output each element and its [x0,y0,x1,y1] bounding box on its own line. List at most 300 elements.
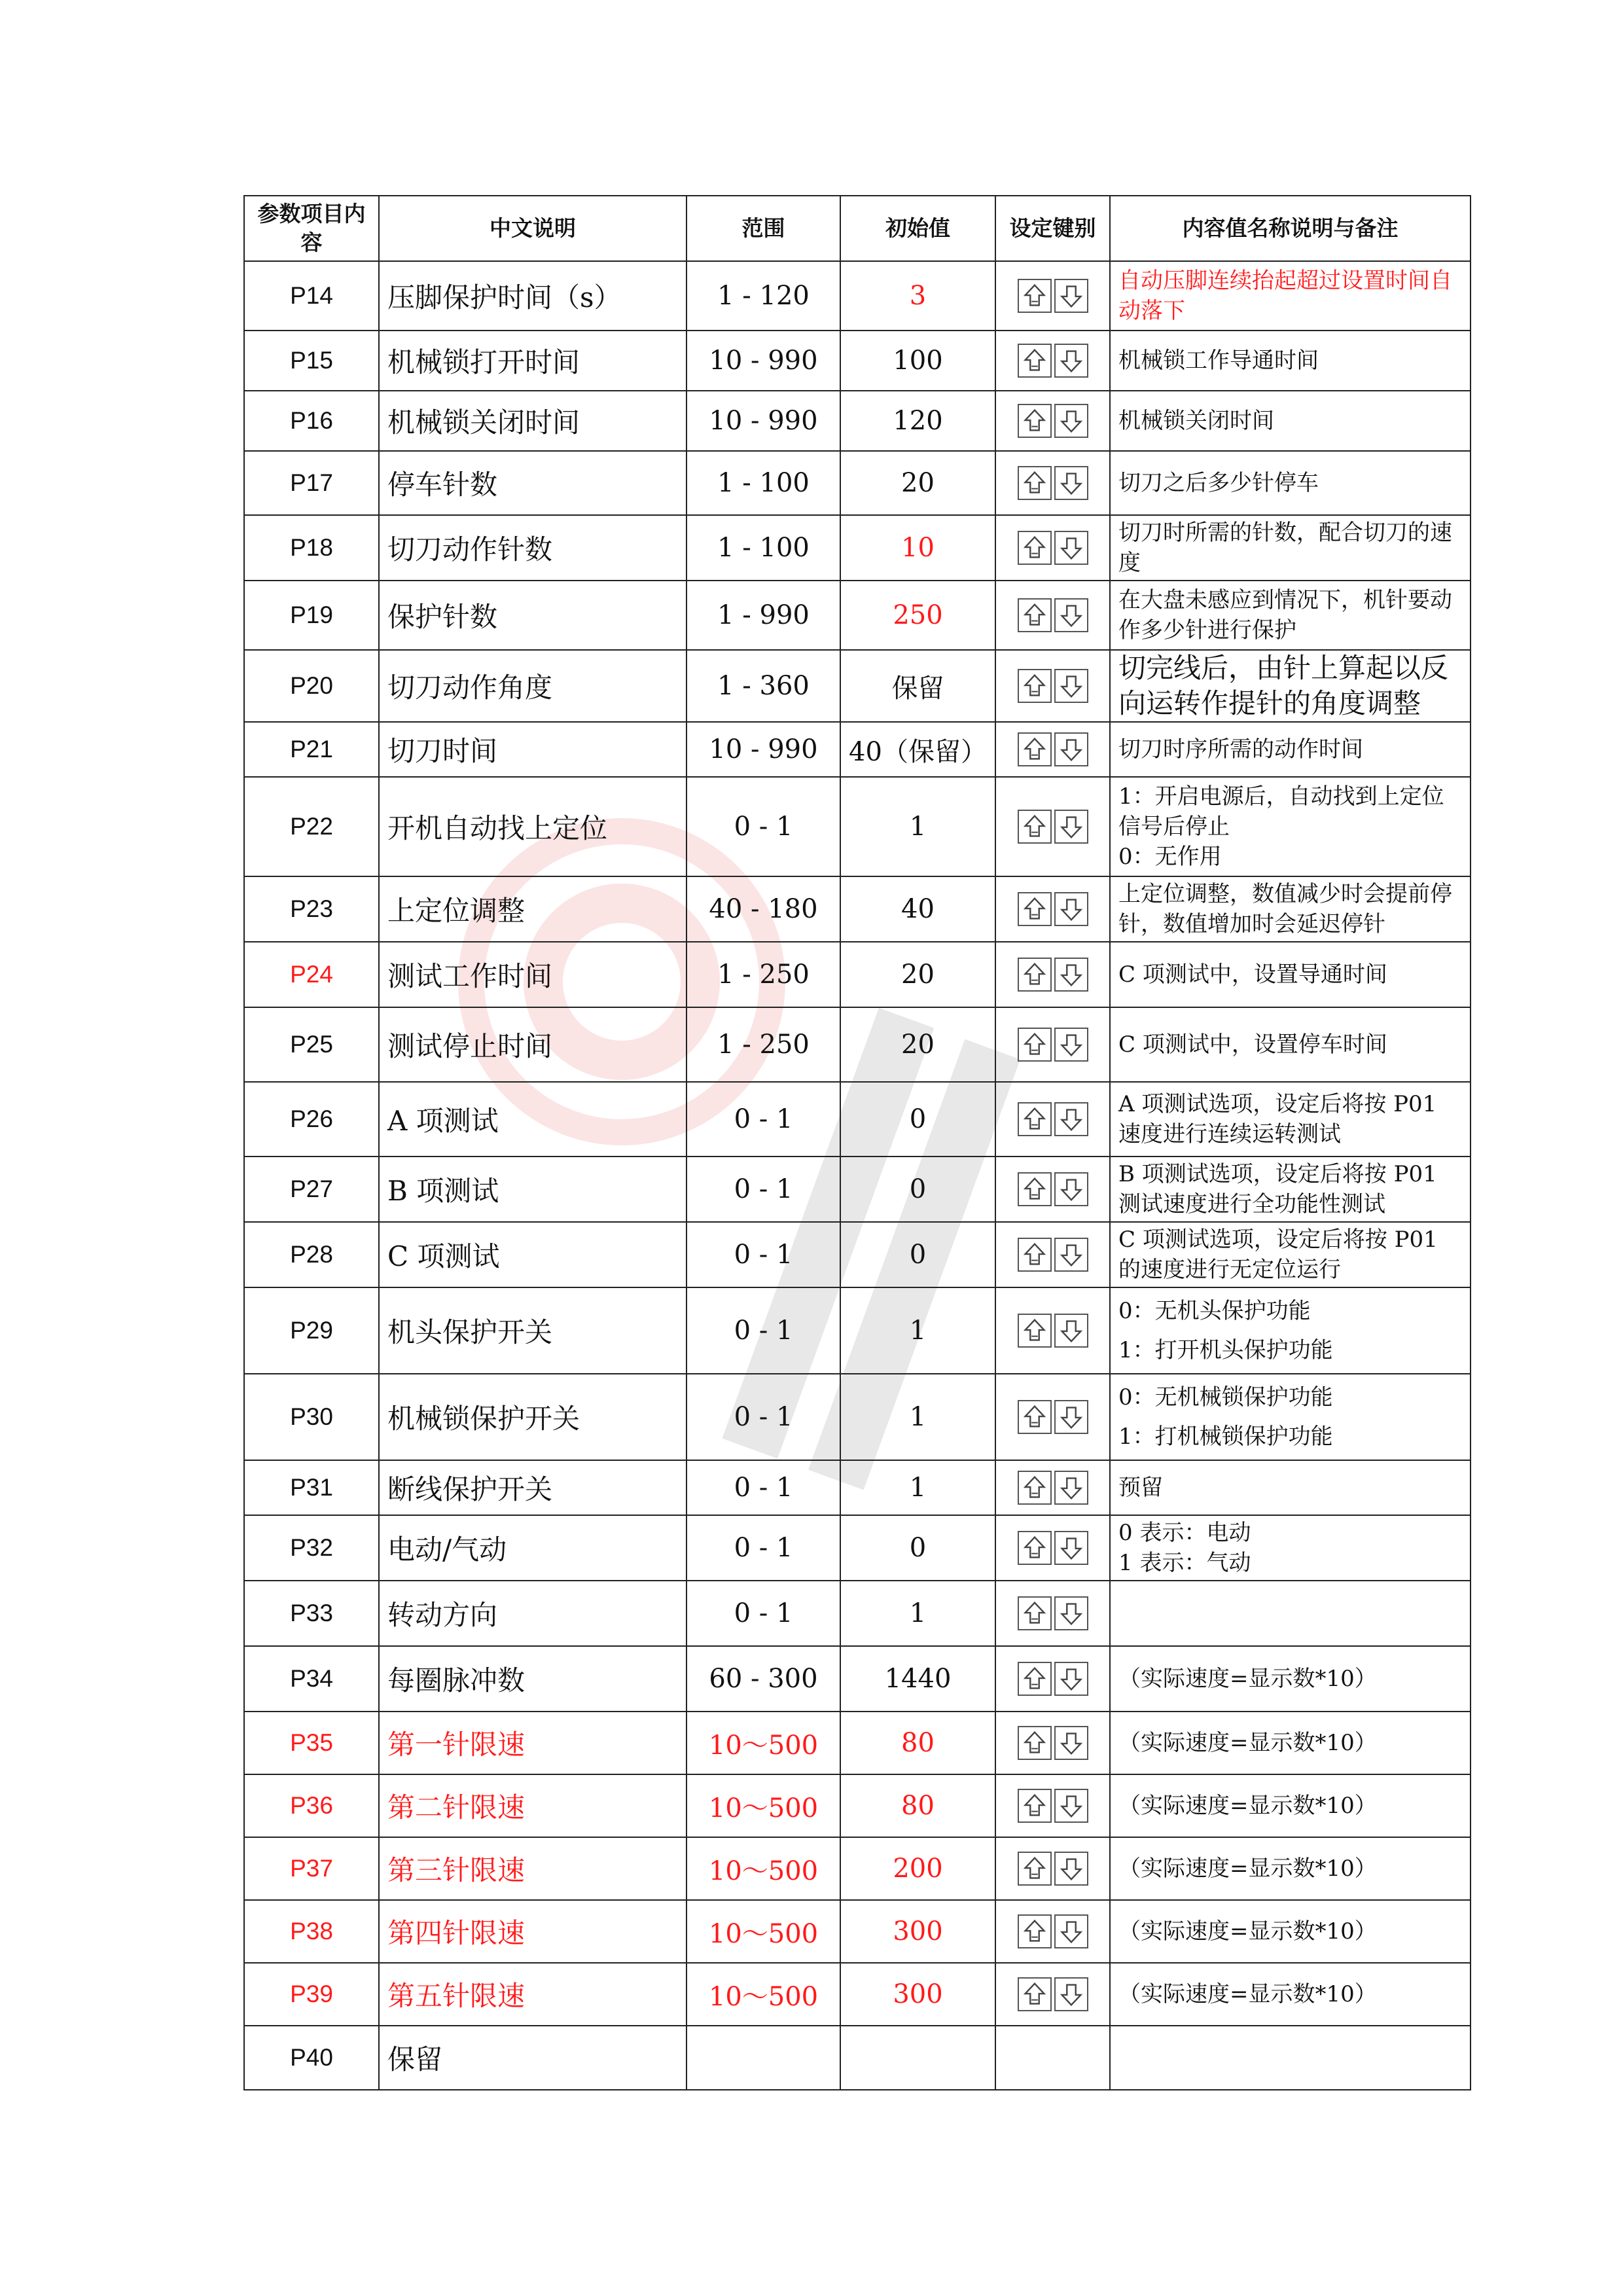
setting-keys [995,451,1110,515]
setting-keys [995,1646,1110,1712]
table-row [244,1963,1471,2026]
param-description: 切刀动作针数 [379,515,687,581]
key-pair [1018,892,1088,926]
up-arrow-key-icon [1018,1172,1052,1206]
param-range: 1 - 250 [687,1007,840,1082]
param-description: 测试停止时间 [379,1007,687,1082]
param-description: 压脚保护时间（s） [379,261,687,331]
table-row [244,1222,1471,1287]
note-line: （实际速度=显示数*10） [1118,1918,1377,1945]
param-initial-value: 300 [840,1900,995,1963]
param-description: 第五针限速 [379,1963,687,2026]
param-code: P30 [244,1374,379,1460]
table-row [244,876,1471,942]
param-code: P16 [244,391,379,451]
param-code: P25 [244,1007,379,1082]
table-row [244,1837,1471,1900]
note-line: C 项测试中，设置停车时间 [1118,1031,1387,1058]
param-range: 0 - 1 [687,1374,840,1460]
setting-keys [995,722,1110,777]
param-range: 10～500 [687,1963,840,2026]
down-arrow-key-icon [1054,1314,1088,1348]
param-range: 1 - 990 [687,581,840,650]
param-initial-value [840,2026,995,2090]
note-line: （实际速度=显示数*10） [1118,1793,1377,1819]
table-row [244,942,1471,1007]
key-pair [1018,810,1088,844]
param-description: 停车针数 [379,451,687,515]
param-initial-value: 1440 [840,1646,995,1712]
setting-keys [995,777,1110,876]
header-init: 初始值 [840,196,995,261]
param-initial-value: 0 [840,1082,995,1157]
note-line: 上定位调整，数值减少时会提前停针，数值增加时会延迟停针 [1118,881,1452,937]
up-arrow-key-icon [1018,1662,1052,1696]
param-description: A 项测试 [379,1082,687,1157]
up-arrow-key-icon [1018,732,1052,766]
down-arrow-key-icon [1054,1852,1088,1886]
param-note [1110,1837,1471,1900]
up-arrow-key-icon [1018,810,1052,844]
table-row [244,1515,1471,1581]
setting-keys [995,650,1110,722]
header-row [244,196,1471,261]
setting-keys [995,1007,1110,1082]
param-note [1110,942,1471,1007]
down-arrow-key-icon [1054,466,1088,500]
table-row [244,581,1471,650]
setting-keys [995,2026,1110,2090]
key-pair [1018,344,1088,378]
up-arrow-key-icon [1018,1726,1052,1760]
up-arrow-key-icon [1018,344,1052,378]
setting-keys [995,1963,1110,2026]
param-description: 测试工作时间 [379,942,687,1007]
up-arrow-key-icon [1018,279,1052,313]
note-line: C 项测试中，设置导通时间 [1118,961,1387,988]
up-arrow-key-icon [1018,1471,1052,1505]
param-initial-value: 20 [840,1007,995,1082]
param-code: P32 [244,1515,379,1581]
param-range: 0 - 1 [687,1287,840,1374]
param-note [1110,451,1471,515]
table-row [244,1287,1471,1374]
param-note [1110,1157,1471,1222]
key-pair [1018,1172,1088,1206]
down-arrow-key-icon [1054,1028,1088,1062]
table-row [244,1774,1471,1837]
up-arrow-key-icon [1018,531,1052,565]
param-range: 0 - 1 [687,1515,840,1581]
param-description: 机头保护开关 [379,1287,687,1374]
param-range: 40 - 180 [687,876,840,942]
param-code: P33 [244,1581,379,1646]
down-arrow-key-icon [1054,1977,1088,2011]
key-pair [1018,732,1088,766]
param-description: 第三针限速 [379,1837,687,1900]
header-note: 内容值名称说明与备注 [1110,196,1471,261]
param-note [1110,876,1471,942]
key-pair [1018,1852,1088,1886]
param-initial-value: 120 [840,391,995,451]
note-line-2: 0：无作用 [1118,844,1222,870]
note-line-2: 1：打开机头保护功能 [1118,1337,1333,1363]
param-code: P40 [244,2026,379,2090]
up-arrow-key-icon [1018,892,1052,926]
param-note [1110,581,1471,650]
param-initial-value: 200 [840,1837,995,1900]
param-code: P34 [244,1646,379,1712]
table-row [244,1712,1471,1774]
down-arrow-key-icon [1054,1789,1088,1823]
down-arrow-key-icon [1054,1531,1088,1565]
param-description: 第四针限速 [379,1900,687,1963]
table-row [244,1581,1471,1646]
table-row [244,777,1471,876]
param-description: B 项测试 [379,1157,687,1222]
key-pair [1018,1789,1088,1823]
param-initial-value: 1 [840,1374,995,1460]
down-arrow-key-icon [1054,810,1088,844]
param-note [1110,2026,1471,2090]
setting-keys [995,391,1110,451]
param-initial-value: 80 [840,1774,995,1837]
param-note [1110,331,1471,391]
down-arrow-key-icon [1054,1471,1088,1505]
up-arrow-key-icon [1018,1028,1052,1062]
param-initial-value: 20 [840,942,995,1007]
down-arrow-key-icon [1054,279,1088,313]
setting-keys [995,1287,1110,1374]
down-arrow-key-icon [1054,1400,1088,1434]
param-description: 转动方向 [379,1581,687,1646]
param-note [1110,1646,1471,1712]
key-pair [1018,1471,1088,1505]
param-initial-value: 300 [840,1963,995,2026]
table-row [244,722,1471,777]
note-line: （实际速度=显示数*10） [1118,1856,1377,1882]
note-line: 0：无机头保护功能 [1118,1298,1311,1324]
down-arrow-key-icon [1054,1102,1088,1136]
table-row [244,515,1471,581]
up-arrow-key-icon [1018,669,1052,703]
param-note [1110,1374,1471,1460]
key-pair [1018,404,1088,438]
up-arrow-key-icon [1018,1914,1052,1948]
param-range: 10～500 [687,1774,840,1837]
setting-keys [995,1837,1110,1900]
setting-keys [995,331,1110,391]
up-arrow-key-icon [1018,1314,1052,1348]
setting-keys [995,581,1110,650]
param-initial-value: 1 [840,1287,995,1374]
down-arrow-key-icon [1054,1914,1088,1948]
param-note [1110,1222,1471,1287]
param-description: 切刀时间 [379,722,687,777]
param-range: 1 - 120 [687,261,840,331]
param-initial-value: 100 [840,331,995,391]
note-line: 自动压脚连续抬起超过设置时间自动落下 [1118,268,1452,324]
down-arrow-key-icon [1054,404,1088,438]
param-code: P35 [244,1712,379,1774]
setting-keys [995,1774,1110,1837]
param-range: 10 - 990 [687,391,840,451]
param-range: 10 - 990 [687,722,840,777]
param-range: 0 - 1 [687,1581,840,1646]
key-pair [1018,598,1088,632]
param-initial-value: 保留 [840,650,995,722]
up-arrow-key-icon [1018,1596,1052,1630]
param-note [1110,1774,1471,1837]
setting-keys [995,1515,1110,1581]
setting-keys [995,1157,1110,1222]
up-arrow-key-icon [1018,1852,1052,1886]
down-arrow-key-icon [1054,732,1088,766]
note-line: 1：开启电源后，自动找到上定位信号后停止 [1118,783,1444,840]
param-code: P28 [244,1222,379,1287]
up-arrow-key-icon [1018,1400,1052,1434]
header-code: 参数项目内容 [244,196,379,261]
header-range: 范围 [687,196,840,261]
param-range: 10 - 990 [687,331,840,391]
table-row [244,261,1471,331]
param-description: 保留 [379,2026,687,2090]
setting-keys [995,1082,1110,1157]
key-pair [1018,466,1088,500]
param-initial-value: 1 [840,1581,995,1646]
param-range: 0 - 1 [687,777,840,876]
param-code: P37 [244,1837,379,1900]
param-code: P20 [244,650,379,722]
param-initial-value: 40（保留） [840,722,995,777]
param-note [1110,1963,1471,2026]
setting-keys [995,1374,1110,1460]
setting-keys [995,515,1110,581]
param-note [1110,1581,1471,1646]
key-pair [1018,1028,1088,1062]
setting-keys [995,942,1110,1007]
key-pair [1018,1726,1088,1760]
param-note [1110,1460,1471,1515]
down-arrow-key-icon [1054,1238,1088,1272]
param-code: P29 [244,1287,379,1374]
param-description: 第二针限速 [379,1774,687,1837]
param-code: P38 [244,1900,379,1963]
key-pair [1018,669,1088,703]
table-row [244,391,1471,451]
down-arrow-key-icon [1054,598,1088,632]
setting-keys [995,261,1110,331]
param-initial-value: 80 [840,1712,995,1774]
up-arrow-key-icon [1018,958,1052,992]
setting-keys [995,876,1110,942]
note-line: C 项测试选项，设定后将按 P01 的速度进行无定位运行 [1118,1227,1438,1283]
param-initial-value: 3 [840,261,995,331]
key-pair [1018,531,1088,565]
note-line-2: 1：打机械锁保护功能 [1118,1424,1333,1450]
param-code: P19 [244,581,379,650]
note-line: 机械锁关闭时间 [1118,408,1274,434]
param-range: 60 - 300 [687,1646,840,1712]
key-pair [1018,1400,1088,1434]
down-arrow-key-icon [1054,1172,1088,1206]
param-initial-value: 40 [840,876,995,942]
up-arrow-key-icon [1018,598,1052,632]
note-line: 0 表示：电动 [1118,1520,1251,1546]
param-description: 机械锁保护开关 [379,1374,687,1460]
down-arrow-key-icon [1054,531,1088,565]
param-range: 1 - 100 [687,515,840,581]
key-pair [1018,1314,1088,1348]
param-initial-value: 0 [840,1515,995,1581]
up-arrow-key-icon [1018,1531,1052,1565]
header-key: 设定键别 [995,196,1110,261]
table-row [244,2026,1471,2090]
param-range: 10～500 [687,1900,840,1963]
param-initial-value: 0 [840,1157,995,1222]
key-pair [1018,1596,1088,1630]
note-line-2: 1 表示：气动 [1118,1550,1251,1576]
table-row [244,650,1471,722]
param-description: 开机自动找上定位 [379,777,687,876]
param-code: P27 [244,1157,379,1222]
note-line: （实际速度=显示数*10） [1118,1666,1377,1692]
param-note [1110,1007,1471,1082]
down-arrow-key-icon [1054,669,1088,703]
param-note [1110,1082,1471,1157]
param-description: 每圈脉冲数 [379,1646,687,1712]
note-line: 切完线后，由针上算起以反向运转作提针的角度调整 [1118,652,1449,719]
param-range: 1 - 100 [687,451,840,515]
down-arrow-key-icon [1054,1596,1088,1630]
up-arrow-key-icon [1018,1789,1052,1823]
note-line: 切刀之后多少针停车 [1118,470,1319,496]
param-code: P15 [244,331,379,391]
up-arrow-key-icon [1018,1977,1052,2011]
up-arrow-key-icon [1018,404,1052,438]
table-row [244,1007,1471,1082]
table-row [244,1646,1471,1712]
down-arrow-key-icon [1054,892,1088,926]
param-range: 0 - 1 [687,1460,840,1515]
param-note [1110,1900,1471,1963]
setting-keys [995,1460,1110,1515]
table-row [244,451,1471,515]
down-arrow-key-icon [1054,344,1088,378]
param-note [1110,391,1471,451]
note-line: 在大盘未感应到情况下，机针要动作多少针进行保护 [1118,587,1452,643]
table-row [244,1082,1471,1157]
param-initial-value: 1 [840,1460,995,1515]
note-line: B 项测试选项，设定后将按 P01 测试速度进行全功能性测试 [1118,1161,1437,1217]
up-arrow-key-icon [1018,1238,1052,1272]
note-line: 0：无机械锁保护功能 [1118,1384,1333,1410]
param-initial-value: 250 [840,581,995,650]
param-description: 保护针数 [379,581,687,650]
up-arrow-key-icon [1018,466,1052,500]
param-range: 10～500 [687,1837,840,1900]
key-pair [1018,279,1088,313]
table-row [244,1460,1471,1515]
param-description: 机械锁打开时间 [379,331,687,391]
param-code: P17 [244,451,379,515]
down-arrow-key-icon [1054,1662,1088,1696]
param-note [1110,777,1471,876]
param-range [687,2026,840,2090]
header-desc: 中文说明 [379,196,687,261]
param-initial-value: 10 [840,515,995,581]
table-row [244,1374,1471,1460]
param-range: 10～500 [687,1712,840,1774]
table-row [244,1157,1471,1222]
down-arrow-key-icon [1054,1726,1088,1760]
param-description: 断线保护开关 [379,1460,687,1515]
param-code: P39 [244,1963,379,2026]
param-range: 1 - 250 [687,942,840,1007]
param-description: 上定位调整 [379,876,687,942]
note-line: A 项测试选项，设定后将按 P01 速度进行连续运转测试 [1118,1091,1437,1147]
down-arrow-key-icon [1054,958,1088,992]
key-pair [1018,1662,1088,1696]
key-pair [1018,1531,1088,1565]
param-description: 第一针限速 [379,1712,687,1774]
param-range: 1 - 360 [687,650,840,722]
param-note [1110,1712,1471,1774]
param-description: 电动/气动 [379,1515,687,1581]
param-note [1110,1515,1471,1581]
setting-keys [995,1900,1110,1963]
key-pair [1018,958,1088,992]
param-note [1110,650,1471,722]
key-pair [1018,1102,1088,1136]
up-arrow-key-icon [1018,1102,1052,1136]
param-code: P14 [244,261,379,331]
setting-keys [995,1712,1110,1774]
param-description: 切刀动作角度 [379,650,687,722]
table-row [244,1900,1471,1963]
param-note [1110,515,1471,581]
note-line: 切刀时序所需的动作时间 [1118,736,1363,762]
key-pair [1018,1238,1088,1272]
key-pair [1018,1914,1088,1948]
param-description: C 项测试 [379,1222,687,1287]
param-description: 机械锁关闭时间 [379,391,687,451]
param-code: P36 [244,1774,379,1837]
param-range: 0 - 1 [687,1082,840,1157]
param-note [1110,261,1471,331]
setting-keys [995,1581,1110,1646]
param-initial-value: 0 [840,1222,995,1287]
param-code: P22 [244,777,379,876]
param-code: P31 [244,1460,379,1515]
note-line: 机械锁工作导通时间 [1118,348,1319,374]
table-row [244,331,1471,391]
note-line: 切刀时所需的针数，配合切刀的速度 [1118,520,1452,576]
param-code: P18 [244,515,379,581]
param-initial-value: 1 [840,777,995,876]
key-pair [1018,1977,1088,2011]
param-code: P23 [244,876,379,942]
param-range: 0 - 1 [687,1157,840,1222]
param-note [1110,722,1471,777]
param-range: 0 - 1 [687,1222,840,1287]
note-line: （实际速度=显示数*10） [1118,1730,1377,1756]
note-line: 预留 [1118,1475,1163,1501]
param-code: P26 [244,1082,379,1157]
param-initial-value: 20 [840,451,995,515]
note-line: （实际速度=显示数*10） [1118,1981,1377,2007]
setting-keys [995,1222,1110,1287]
